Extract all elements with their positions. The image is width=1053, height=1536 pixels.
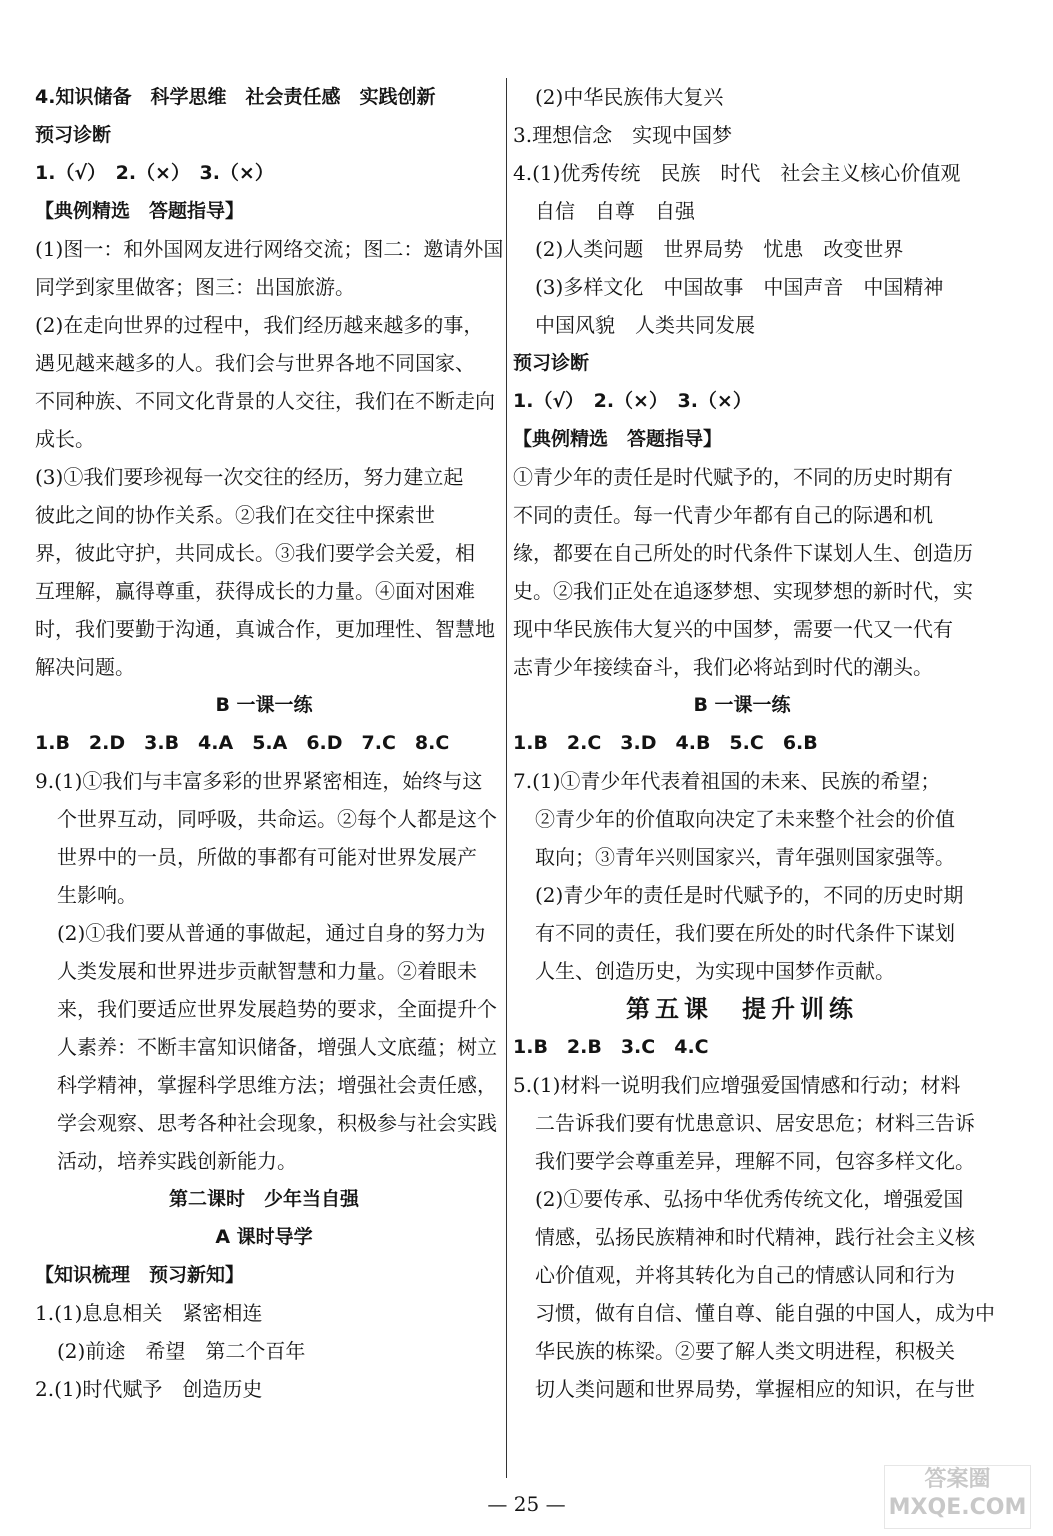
left-line: 【典例精选 答题指导】: [35, 200, 245, 222]
left-line: 【知识梳理 预习新知】: [35, 1264, 245, 1286]
right-line: (2)青少年的责任是时代赋予的，不同的历史时期: [535, 883, 964, 907]
right-line: (2)中华民族伟大复兴: [535, 85, 724, 109]
left-line: 9.(1)①我们与丰富多彩的世界紧密相连，始终与这: [35, 769, 483, 793]
right-line: 我们要学会尊重差异，理解不同，包容多样文化。: [535, 1149, 975, 1173]
watermark-logo: 答案圈 MXQE.COM: [884, 1465, 1031, 1529]
left-line: 成长。: [35, 427, 95, 451]
right-line: 3.理想信念 实现中国梦: [513, 123, 733, 147]
right-line: 现中华民族伟大复兴的中国梦，需要一代又一代有: [513, 617, 953, 641]
left-line: 同学到家里做客；图三：出国旅游。: [35, 275, 355, 299]
right-line: 预习诊断: [513, 352, 590, 374]
left-line: 来，我们要适应世界发展趋势的要求，全面提升个: [57, 997, 497, 1021]
left-line: 活动，培养实践创新能力。: [57, 1149, 297, 1173]
right-line: 有不同的责任，我们要在所处的时代条件下谋划: [535, 921, 955, 945]
left-line: (2)前途 希望 第二个百年: [57, 1339, 306, 1363]
right-line: 心价值观，并将其转化为自己的情感认同和行为: [535, 1263, 955, 1287]
left-line: 4.知识储备 科学思维 社会责任感 实践创新: [35, 86, 436, 108]
left-line: (2)在走向世界的过程中，我们经历越来越多的事，: [35, 313, 484, 337]
left-line: 解决问题。: [35, 655, 135, 679]
left-line: 彼此之间的协作关系。②我们在交往中探索世: [35, 503, 435, 527]
right-line: 5.(1)材料一说明我们应增强爱国情感和行动；材料: [513, 1073, 961, 1097]
right-line: 1.B 2.C 3.D 4.B 5.C 6.B: [513, 732, 818, 754]
right-column: [513, 78, 995, 1408]
right-line: (2)人类问题 世界局势 忧患 改变世界: [535, 237, 904, 261]
left-line: 个世界互动，同呼吸，共命运。②每个人都是这个: [57, 807, 497, 831]
left-line: 1.B 2.D 3.B 4.A 5.A 6.D 7.C 8.C: [35, 732, 450, 754]
left-line: 第二课时 少年当自强: [168, 1188, 359, 1210]
right-line: 情感，弘扬民族精神和时代精神，践行社会主义核: [535, 1225, 975, 1249]
right-line: 习惯，做有自信、懂自尊、能自强的中国人，成为中: [535, 1301, 995, 1325]
page-number: — 25 —: [487, 1492, 566, 1516]
left-line: 生影响。: [57, 883, 137, 907]
right-line: 【典例精选 答题指导】: [513, 428, 723, 450]
right-line: 1.（√） 2.（×） 3.（×）: [513, 390, 752, 412]
right-line: 取向；③青年兴则国家兴，青年强则国家强等。: [535, 845, 955, 869]
left-line: 1.（√） 2.（×） 3.（×）: [35, 162, 274, 184]
left-line: 世界中的一员，所做的事都有可能对世界发展产: [57, 845, 477, 869]
left-column: [35, 78, 504, 1408]
left-line: A 课时导学: [215, 1226, 313, 1248]
left-line: 2.(1)时代赋予 创造历史: [35, 1377, 263, 1401]
right-line: 缘，都要在自己所处的时代条件下谋划人生、创造历: [513, 541, 973, 565]
left-line: 1.(1)息息相关 紧密相连: [35, 1301, 263, 1325]
left-line: 学会观察、思考各种社会现象，积极参与社会实践: [57, 1111, 497, 1135]
right-line: 志青少年接续奋斗，我们必将站到时代的潮头。: [513, 655, 933, 679]
right-line: 华民族的栋梁。②要了解人类文明进程，积极关: [535, 1339, 955, 1363]
right-line: B 一课一练: [693, 694, 791, 716]
left-line: 界，彼此守护，共同成长。③我们要学会关爱，相: [35, 541, 475, 565]
right-line: 二告诉我们要有忧患意识、居安思危；材料三告诉: [535, 1111, 975, 1135]
right-line: 7.(1)①青少年代表着祖国的未来、民族的希望；: [513, 769, 941, 793]
left-line: (2)①我们要从普通的事做起，通过自身的努力为: [57, 921, 486, 945]
right-line: 史。②我们正处在追逐梦想、实现梦想的新时代，实: [513, 579, 973, 603]
right-line: ②青少年的价值取向决定了未来整个社会的价值: [535, 807, 955, 831]
left-line: B 一课一练: [215, 694, 313, 716]
left-line: 人素养：不断丰富知识储备，增强人文底蕴；树立: [57, 1035, 497, 1059]
right-line: ①青少年的责任是时代赋予的，不同的历史时期有: [513, 465, 953, 489]
left-line: 不同种族、不同文化背景的人交往，我们在不断走向: [35, 389, 495, 413]
left-line: 时，我们要勤于沟通，真诚合作，更加理性、智慧地: [35, 617, 495, 641]
left-line: 预习诊断: [35, 124, 112, 146]
left-line: 人类发展和世界进步贡献智慧和力量。②着眼未: [57, 959, 477, 983]
left-line: 遇见越来越多的人。我们会与世界各地不同国家、: [35, 351, 475, 375]
right-line: 1.B 2.B 3.C 4.C: [513, 1036, 709, 1058]
column-divider: [506, 78, 507, 1478]
right-line: 4.(1)优秀传统 民族 时代 社会主义核心价值观: [513, 161, 961, 185]
right-line: 第五课 提升训练: [626, 995, 858, 1023]
left-line: 互理解，赢得尊重，获得成长的力量。④面对困难: [35, 579, 475, 603]
right-line: 不同的责任。每一代青少年都有自己的际遇和机: [513, 503, 933, 527]
right-line: 中国风貌 人类共同发展: [535, 313, 755, 337]
right-line: 自信 自尊 自强: [535, 199, 695, 223]
left-line: (3)①我们要珍视每一次交往的经历，努力建立起: [35, 465, 464, 489]
right-line: 切人类问题和世界局势，掌握相应的知识，在与世: [535, 1377, 975, 1401]
left-line: (1)图一：和外国网友进行网络交流；图二：邀请外国: [35, 237, 504, 261]
left-line: 科学精神，掌握科学思维方法；增强社会责任感，: [57, 1073, 497, 1097]
right-line: 人生、创造历史，为实现中国梦作贡献。: [535, 959, 895, 983]
right-line: (3)多样文化 中国故事 中国声音 中国精神: [535, 275, 944, 299]
right-line: (2)①要传承、弘扬中华优秀传统文化，增强爱国: [535, 1187, 964, 1211]
